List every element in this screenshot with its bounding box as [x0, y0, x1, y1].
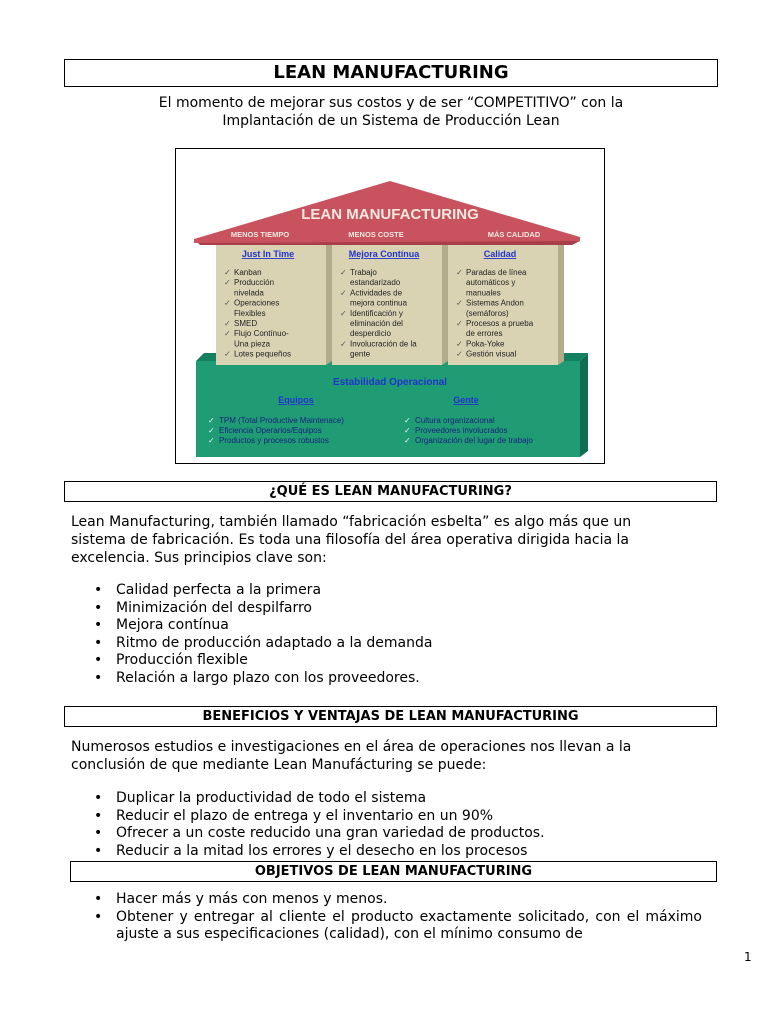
roof-title: LEAN MANUFACTURING: [301, 206, 479, 223]
base-right-title: Gente: [453, 395, 479, 405]
roof-header-2: MENOS COSTE: [348, 230, 404, 239]
pillar-item: Procesos a prueba: [466, 319, 534, 328]
pillar-item: Poka-Yoke: [466, 339, 505, 349]
pillar-item: nivelada: [234, 288, 264, 298]
paragraph-line: Numerosos estudios e investigaciones en el área de operaciones nos llevan a la: [71, 739, 632, 755]
pillar-item: Producción: [234, 278, 275, 288]
pillar-item: Flexibles: [234, 308, 266, 318]
check-icon: ✓: [404, 416, 411, 425]
page-number: 1: [744, 950, 752, 964]
paragraph-line: excelencia. Sus principios clave son:: [71, 550, 327, 566]
list-item: • Hacer más y más con menos y menos.: [92, 891, 702, 909]
section-heading-que-es: ¿QUÉ ES LEAN MANUFACTURING?: [64, 481, 717, 502]
pillar-item: Kanban: [234, 268, 262, 277]
check-icon: ✓: [340, 339, 347, 349]
check-icon: ✓: [404, 426, 411, 435]
base-left-title: Equipos: [278, 395, 314, 405]
base-title: Estabilidad Operacional: [333, 377, 447, 388]
check-icon: ✓: [404, 436, 411, 445]
pillar-title-calidad: Calidad: [483, 249, 517, 259]
check-icon: ✓: [224, 298, 231, 308]
check-icon: ✓: [456, 349, 463, 359]
paragraph-line: conclusión de que mediante Lean Manufácturing se puede:: [71, 757, 487, 773]
pillar-item: automáticos y: [466, 278, 516, 288]
subtitle: [64, 94, 718, 130]
list-item: • Obtener y entregar al cliente el producto exactamente solicitado, con el máximo ajuste a sus especificaciones (calidad), con el mínimo consumo de: [92, 909, 702, 944]
list-objetivos: [92, 891, 702, 944]
paragraph-beneficios: [71, 738, 631, 774]
paragraph-line: Lean Manufacturing, también llamado “fabricación esbelta” es algo más que un: [71, 514, 632, 530]
check-icon: ✓: [456, 339, 463, 349]
pillar-item: Actividades de: [350, 288, 403, 298]
pillar-item: Paradas de línea: [466, 268, 527, 277]
check-icon: ✓: [208, 416, 215, 425]
pillar-item: eliminación del: [350, 319, 403, 328]
pillar-item: SMED: [234, 319, 258, 328]
base-item: TPM (Total Productive Maintenace): [219, 416, 344, 425]
list-item: • Ofrecer a un coste reducido una gran variedad de productos.: [92, 825, 545, 843]
pillar-item: Gestión visual: [466, 349, 517, 359]
page-title: LEAN MANUFACTURING: [64, 59, 718, 87]
list-item: • Minimización del despilfarro: [92, 600, 432, 618]
check-icon: ✓: [224, 329, 231, 339]
base-item: Proveedores involucrados: [415, 426, 508, 435]
list-item: • Reducir el plazo de entrega y el inventario en un 90%: [92, 808, 545, 826]
check-icon: ✓: [224, 268, 231, 277]
list-item: • Ritmo de producción adaptado a la demanda: [92, 635, 432, 653]
pillar-item: de errores: [466, 329, 503, 339]
list-item: • Duplicar la productividad de todo el sistema: [92, 790, 545, 808]
lean-house-diagram: [175, 148, 605, 464]
pillar-title-mejora: Mejora Contínua: [348, 249, 420, 259]
roof-header-3: MÁS CALIDAD: [487, 230, 541, 239]
list-item: • Reducir a la mitad los errores y el desecho en los procesos: [92, 843, 545, 861]
list-principios: [92, 582, 432, 688]
base-item: Organización del lugar de trabajo: [415, 436, 533, 445]
list-item: • Relación a largo plazo con los proveedores.: [92, 670, 432, 688]
pillar-item: Operaciones: [234, 298, 280, 308]
check-icon: ✓: [208, 436, 215, 445]
check-icon: ✓: [456, 298, 463, 308]
base-side-face: [580, 353, 588, 457]
pillar-item: Involucración de la: [350, 339, 417, 349]
check-icon: ✓: [340, 288, 347, 298]
paragraph-line: sistema de fabricación. Es toda una filosofía del área operativa dirigida hacia la: [71, 532, 630, 548]
paragraph-que-es: [71, 513, 631, 567]
pillar-item: mejora continua: [350, 298, 407, 308]
check-icon: ✓: [224, 349, 231, 359]
subtitle-line: El momento de mejorar sus costos y de ser “COMPETITIVO” con la: [158, 95, 624, 111]
check-icon: ✓: [456, 268, 463, 277]
base-item: Cultura organizacional: [415, 416, 495, 425]
check-icon: ✓: [224, 319, 231, 328]
list-beneficios: [92, 790, 545, 860]
check-icon: ✓: [208, 426, 215, 435]
base-item: Eficiencia Operarios/Equipos: [219, 426, 322, 435]
list-item: • Producción flexible: [92, 652, 432, 670]
section-heading-objetivos: OBJETIVOS DE LEAN MANUFACTURING: [70, 861, 717, 882]
subtitle-line: Implantación de un Sistema de Producción Lean: [222, 113, 560, 129]
pillar-item: gente: [350, 349, 371, 359]
pillar-item: Sistemas Andon: [466, 298, 524, 308]
list-item: • Mejora contínua: [92, 617, 432, 635]
pillar-title-jit: Just In Time: [241, 249, 295, 259]
list-item: • Calidad perfecta a la primera: [92, 582, 432, 600]
pillar-item: desperdicio: [350, 329, 391, 339]
base-item: Productos y procesos robustos: [219, 436, 329, 445]
check-icon: ✓: [340, 308, 347, 318]
check-icon: ✓: [456, 319, 463, 328]
pillar-item: Una pieza: [234, 339, 271, 349]
pillar-item: Identificación y: [350, 308, 403, 318]
pillar-item: manuales: [466, 288, 501, 298]
pillar-item: Trabajo: [350, 268, 377, 277]
pillar-item: estandarizado: [350, 278, 401, 288]
pillar-item: (semáforos): [466, 308, 509, 318]
check-icon: ✓: [340, 268, 347, 277]
check-icon: ✓: [224, 278, 231, 288]
pillar-item: Flujo Contínuo-: [234, 329, 289, 339]
pillar-item: Lotes pequeños: [234, 349, 291, 359]
roof-header-1: MENOS TIEMPO: [230, 230, 290, 239]
section-heading-beneficios: BENEFICIOS Y VENTAJAS DE LEAN MANUFACTURING: [64, 706, 717, 727]
lean-house-svg: [176, 149, 605, 464]
